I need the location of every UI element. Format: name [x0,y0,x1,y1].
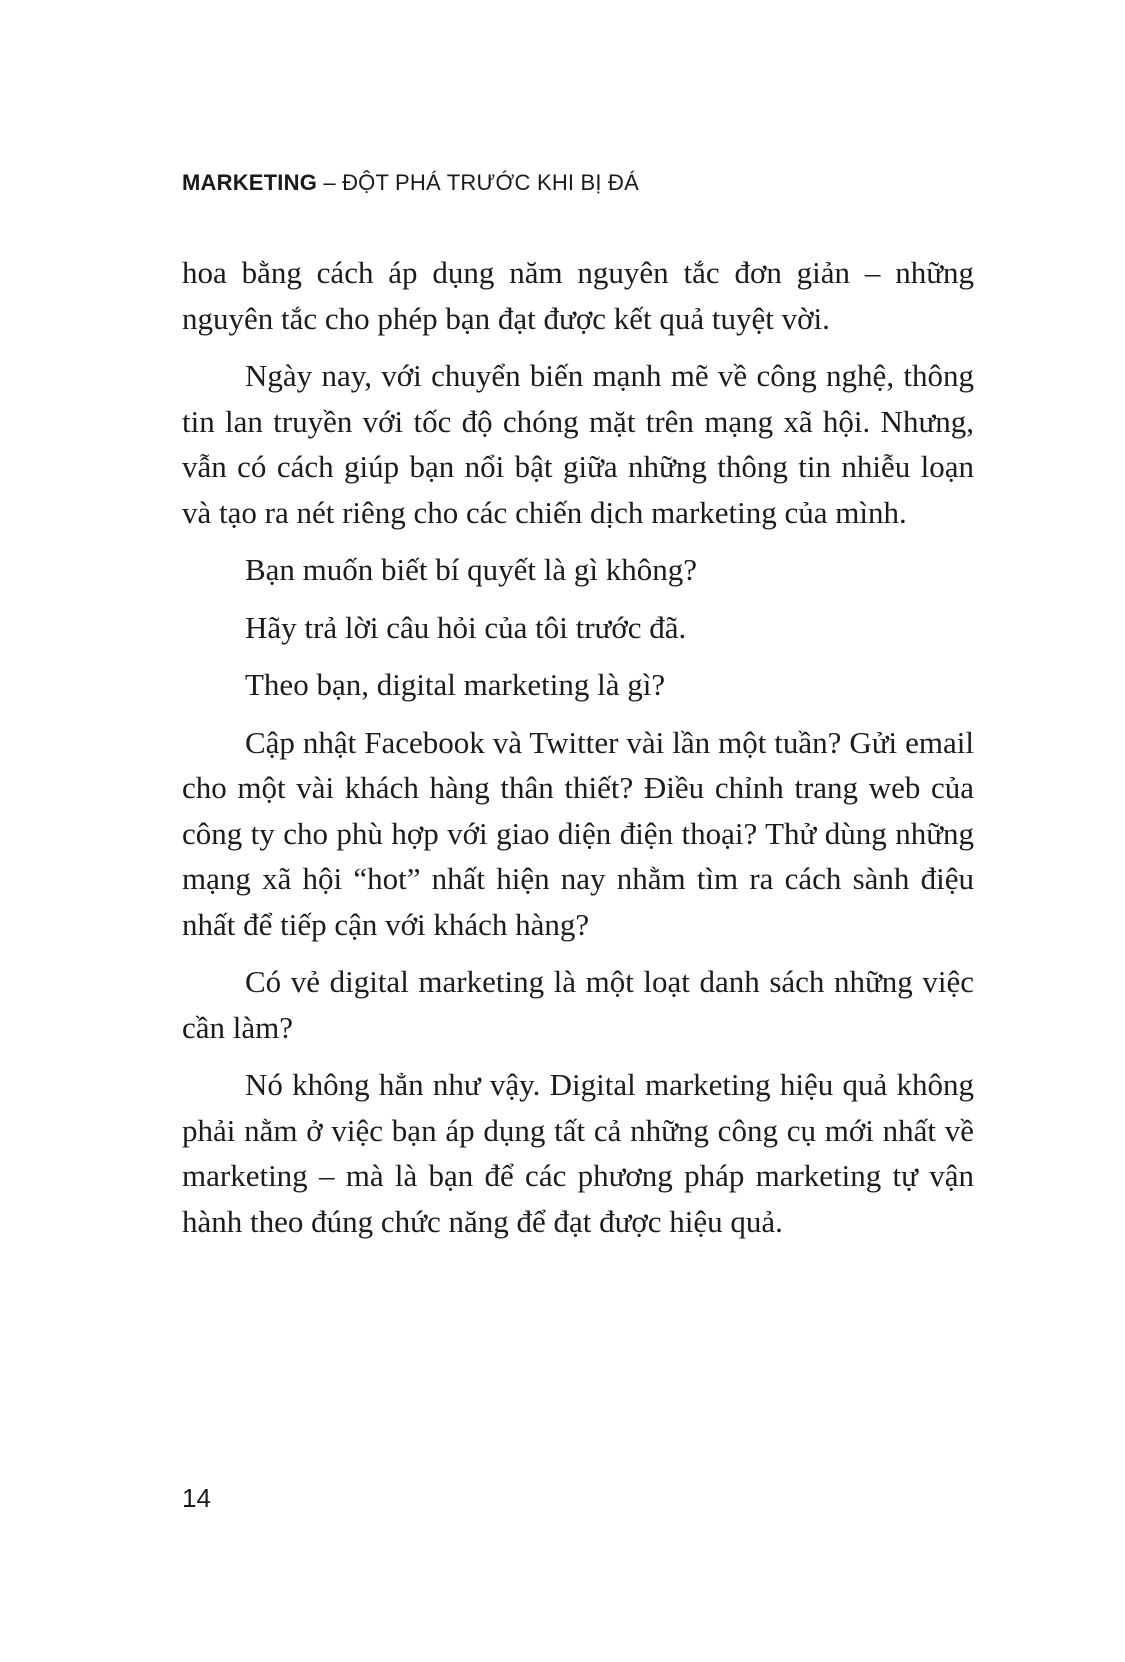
paragraph: Theo bạn, digital marketing là gì? [245,667,666,702]
paragraph: Ngày nay, với chuyển biến mạnh mẽ về công nghệ, thông tin lan truyền với tốc độ chóng mặt trên mạng xã hội. Nhưng, vẫn có cách giúp bạn nổi bật giữa những thông tin nhiễu loạn và tạo ra nét riêng cho các chiến dịch marketing của mình. [182,358,974,530]
paragraph: Bạn muốn biết bí quyết là gì không? [245,552,698,587]
running-header [182,170,639,196]
paragraph-continued: hoa bằng cách áp dụng năm nguyên tắc đơn giản – những nguyên tắc cho phép bạn đạt được kết quả tuyệt vời. [182,255,974,336]
page-number: 14 [182,1483,211,1513]
body-text [182,250,974,1256]
paragraph: Có vẻ digital marketing là một loạt danh sách những việc cần làm? [182,964,974,1045]
paragraph: Hãy trả lời câu hỏi của tôi trước đã. [245,609,687,645]
header-book-title-bold: MARKETING [182,170,318,195]
header-book-title-rest: – ĐỘT PHÁ TRƯỚC KHI BỊ ĐÁ [317,170,640,195]
paragraph: Cập nhật Facebook và Twitter vài lần một tuần? Gửi email cho một vài khách hàng thân thiết? Điều chỉnh trang web của công ty cho phù hợp với giao diện điện thoại? Thử dùng những mạng xã hội “hot” nhất hiện nay nhằm tìm ra cách sành điệu nhất để tiếp cận với khách hàng? [182,724,974,942]
paragraph: Nó không hẳn như vậy. Digital marketing hiệu quả không phải nằm ở việc bạn áp dụng tất cả những công cụ mới nhất về marketing – mà là bạn để các phương pháp marketing tự vận hành theo đúng chức năng để đạt được hiệu quả. [182,1067,974,1239]
